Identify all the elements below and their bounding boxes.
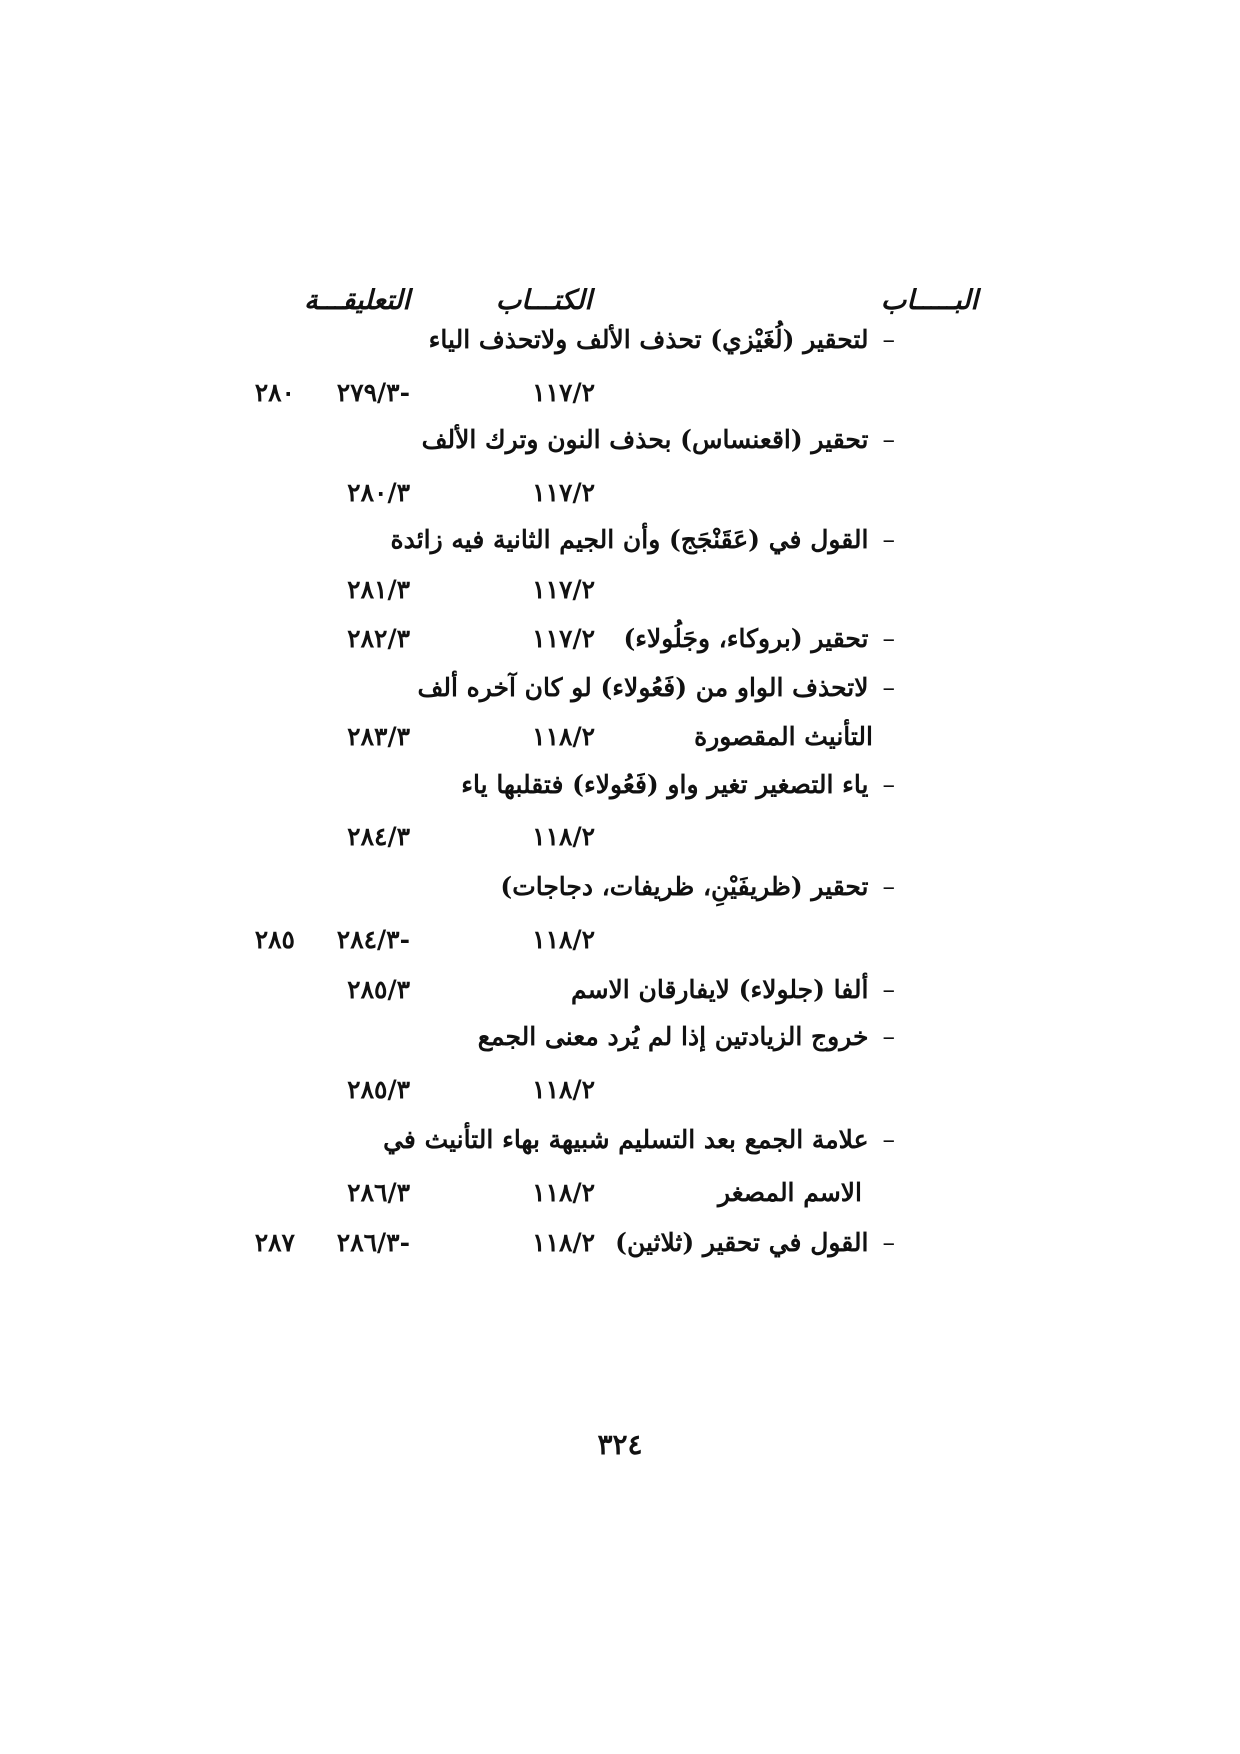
- row-dash: –: [882, 325, 895, 354]
- row-topic: [422, 425, 895, 454]
- row-kitab-ref: ١١٨/٢: [532, 822, 595, 851]
- page-number: ٣٢٤: [597, 1428, 643, 1461]
- index-row: [0, 822, 1240, 874]
- row-topic-text: تحقير (بروكاء، وجَلُولاء): [623, 624, 869, 653]
- row-topic-text: تحقير (ظريفَيْنِ، ظريفات، دجاجات): [500, 872, 869, 901]
- header-bab: البـــــاب: [880, 285, 978, 316]
- index-row: [0, 1125, 1240, 1177]
- row-topic: [478, 1022, 895, 1051]
- row-taliqa-ref: ٢٨٤/٣: [347, 822, 410, 851]
- index-row: [0, 425, 1240, 477]
- row-dash: –: [882, 1022, 895, 1051]
- row-topic-text: لتحقير (لُغَيْزي) تحذف الألف ولاتحذف الياء: [428, 325, 869, 354]
- row-topic: [418, 673, 895, 702]
- row-topic-text: القول في تحقير (ثلاثين): [615, 1228, 869, 1257]
- row-dash: –: [882, 624, 895, 653]
- index-row: [0, 525, 1240, 577]
- row-dash: –: [882, 1125, 895, 1154]
- row-topic: [694, 722, 873, 751]
- row-topic: [461, 770, 895, 799]
- index-row: [0, 722, 1240, 774]
- row-topic-text: القول في (عَقَنْجَج) وأن الجيم الثانية فيه زائدة: [390, 525, 869, 554]
- row-kitab-ref: ١١٨/٢: [532, 1178, 595, 1207]
- row-topic-text: علامة الجمع بعد التسليم شبيهة بهاء التأنيث في: [383, 1125, 869, 1154]
- index-row: [0, 624, 1240, 676]
- row-dash: –: [882, 425, 895, 454]
- index-row: [0, 1022, 1240, 1074]
- row-kitab-ref: ١١٧/٢: [532, 378, 595, 407]
- row-kitab-ref: ١١٨/٢: [532, 925, 595, 954]
- row-taliqa-ref: ٢٨١/٣: [347, 575, 410, 604]
- row-taliqa-extra: ٢٨٥: [254, 925, 295, 954]
- row-kitab-ref: ١١٧/٢: [532, 624, 595, 653]
- index-row: [0, 872, 1240, 924]
- row-taliqa-ref: ٢٨٥/٣: [347, 975, 410, 1004]
- row-kitab-ref: ١١٨/٢: [532, 1228, 595, 1257]
- index-row: [0, 378, 1240, 430]
- row-dash: –: [882, 525, 895, 554]
- index-row: [0, 975, 1240, 1027]
- row-dash: –: [882, 673, 895, 702]
- row-taliqa-ref: -٢٨٤/٣: [336, 925, 410, 954]
- index-row: [0, 325, 1240, 377]
- row-topic: [390, 525, 895, 554]
- row-taliqa-ref: ٢٨٦/٣: [347, 1178, 410, 1207]
- index-row: [0, 1228, 1240, 1280]
- row-taliqa-extra: ٢٨٠: [254, 378, 295, 407]
- row-topic-text: ألفا (جلولاء) لايفارقان الاسم: [570, 975, 869, 1004]
- row-taliqa-ref: ٢٨٥/٣: [347, 1075, 410, 1104]
- row-topic: [571, 975, 895, 1004]
- row-taliqa-ref: ٢٨٣/٣: [347, 722, 410, 751]
- row-topic-text: التأنيث المقصورة: [694, 722, 873, 751]
- row-topic: [615, 1228, 895, 1257]
- row-dash: –: [882, 1228, 895, 1257]
- index-row: [0, 770, 1240, 822]
- row-kitab-ref: ١١٨/٢: [532, 722, 595, 751]
- row-taliqa-ref: ٢٨٢/٣: [347, 624, 410, 653]
- row-topic-text: ياء التصغير تغير واو (فَعُولاء) فتقلبها ياء: [461, 770, 869, 799]
- row-topic: [500, 872, 895, 901]
- row-dash: –: [882, 872, 895, 901]
- row-topic: [718, 1178, 862, 1207]
- row-kitab-ref: ١١٧/٢: [532, 575, 595, 604]
- row-kitab-ref: ١١٨/٢: [532, 1075, 595, 1104]
- row-topic-text: خروج الزيادتين إذا لم يُرد معنى الجمع: [477, 1022, 869, 1051]
- row-taliqa-ref: ٢٨٠/٣: [347, 478, 410, 507]
- index-row: [0, 575, 1240, 627]
- row-topic: [623, 624, 895, 653]
- row-taliqa-extra: ٢٨٧: [254, 1228, 295, 1257]
- index-row: [0, 673, 1240, 725]
- index-row: [0, 925, 1240, 977]
- row-kitab-ref: ١١٧/٢: [532, 478, 595, 507]
- row-taliqa-ref: -٢٧٩/٣: [336, 378, 410, 407]
- row-dash: –: [882, 975, 895, 1004]
- row-topic: [383, 1125, 895, 1154]
- index-row: [0, 1178, 1240, 1230]
- row-topic-text: تحقير (اقعنساس) بحذف النون وترك الألف: [421, 425, 869, 454]
- row-taliqa-ref: -٢٨٦/٣: [336, 1228, 410, 1257]
- index-row: [0, 1075, 1240, 1127]
- row-dash: –: [882, 770, 895, 799]
- row-topic-text: الاسم المصغر: [717, 1178, 862, 1207]
- index-row: [0, 478, 1240, 530]
- row-topic-text: لاتحذف الواو من (فَعُولاء) لو كان آخره ألف: [417, 673, 869, 702]
- header-kitab: الكتـــاب: [495, 285, 592, 316]
- row-topic: [429, 325, 895, 354]
- header-taliqa: التعليقـــة: [304, 285, 410, 316]
